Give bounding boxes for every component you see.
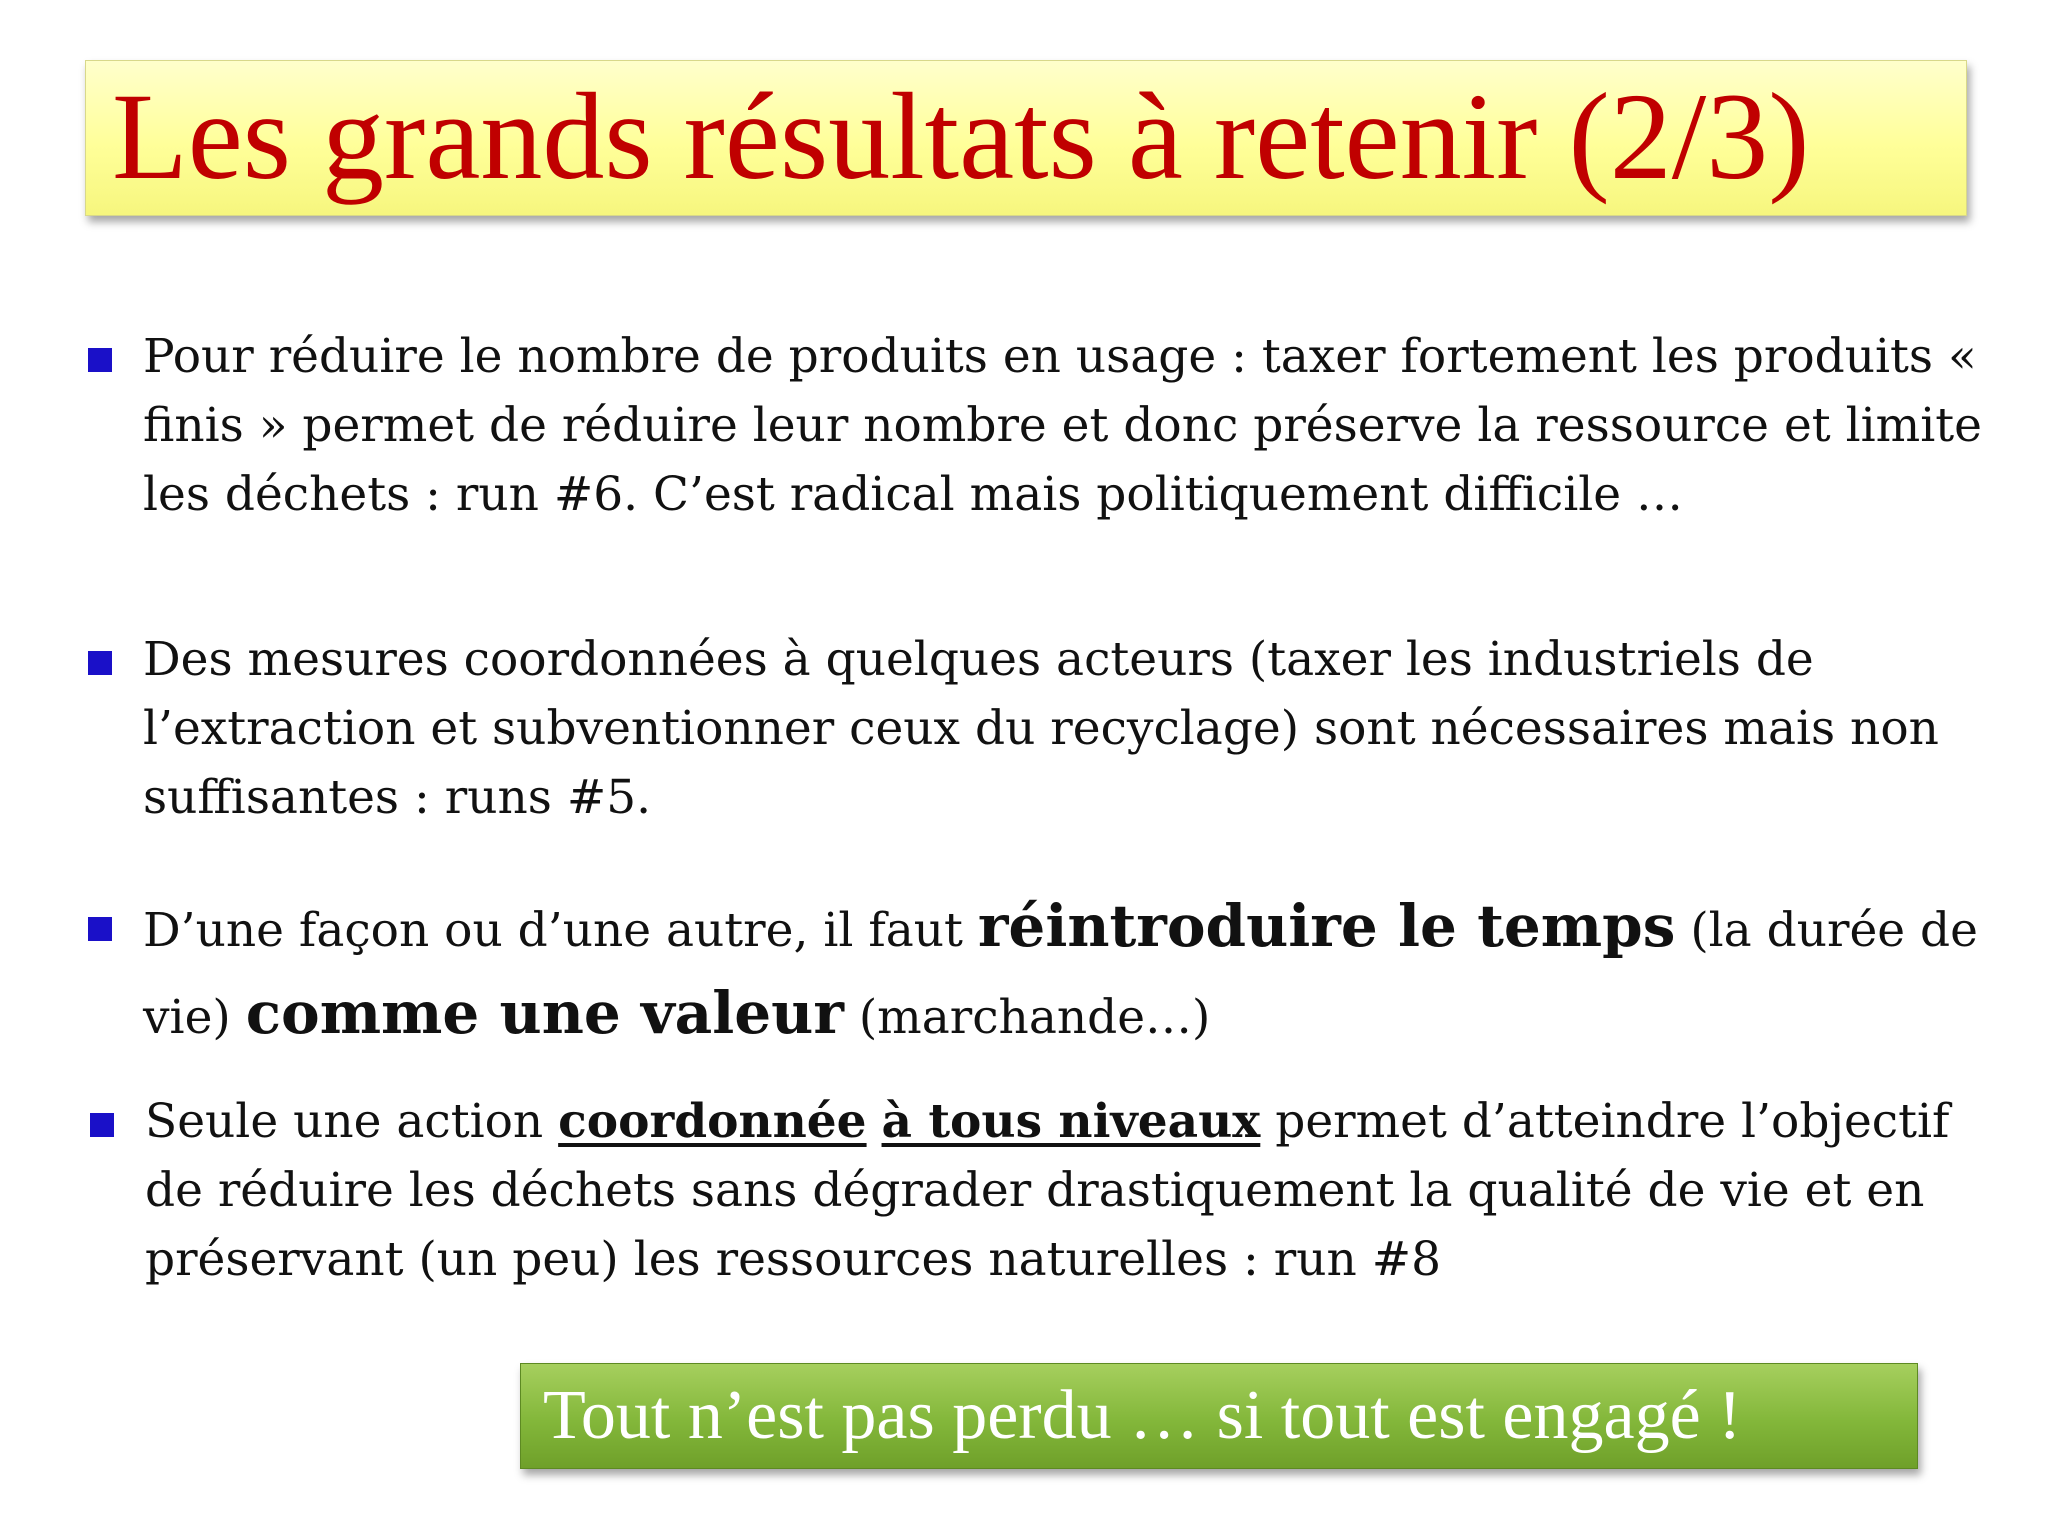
bullet-item-1 bbox=[88, 322, 1988, 529]
bullet-text: Pour réduire le nombre de produits en usage : taxer fortement les produits « finis » permet de réduire leur nombre et donc préserve la ressource et limite les déchets : run #6. C’est radical mais politiquement difficile … bbox=[143, 329, 1982, 522]
bullet-emphasis: réintroduire le temps bbox=[977, 892, 1676, 960]
bullet-text-space bbox=[867, 1094, 882, 1149]
bullet-text: Des mesures coordonnées à quelques acteurs (taxer les industriels de l’extraction et subventionner ceux du recyclage) sont nécessaires mais non suffisantes : runs #5. bbox=[143, 632, 1939, 825]
conclusion-text: Tout n’est pas perdu … si tout est engagé ! bbox=[543, 1377, 1742, 1454]
square-bullet-icon bbox=[88, 348, 112, 372]
bullet-text bbox=[143, 885, 1988, 1059]
bullet-item-2 bbox=[88, 625, 1988, 832]
bullet-item-3 bbox=[88, 885, 1988, 1059]
bullet-emphasis: comme une valeur bbox=[245, 979, 844, 1047]
bullet-text-part: D’une façon ou d’une autre, il faut bbox=[143, 903, 978, 958]
conclusion-banner bbox=[520, 1363, 1918, 1469]
square-bullet-icon bbox=[88, 651, 112, 675]
bullet-text-part: permet d’atteindre l’objectif de réduire les déchets sans dégrader drastiquement la qualité de vie et en préservant (un peu) les ressources naturelles : run #8 bbox=[145, 1094, 1950, 1287]
slide-title: Les grands résultats à retenir (2/3) bbox=[112, 68, 1810, 205]
bullet-item-4 bbox=[90, 1087, 2010, 1294]
bullet-text bbox=[145, 1087, 2010, 1294]
bullet-text-part: (marchande…) bbox=[843, 990, 1211, 1045]
bullet-text-part: (la durée de vie) bbox=[143, 903, 1978, 1045]
bullet-text-part: Seule une action bbox=[145, 1094, 559, 1149]
square-bullet-icon bbox=[88, 917, 112, 941]
bullet-underlined-emphasis: coordonnée bbox=[558, 1094, 867, 1149]
square-bullet-icon bbox=[90, 1113, 114, 1137]
title-banner bbox=[85, 60, 1967, 216]
bullet-underlined-emphasis: à tous niveaux bbox=[881, 1094, 1261, 1149]
